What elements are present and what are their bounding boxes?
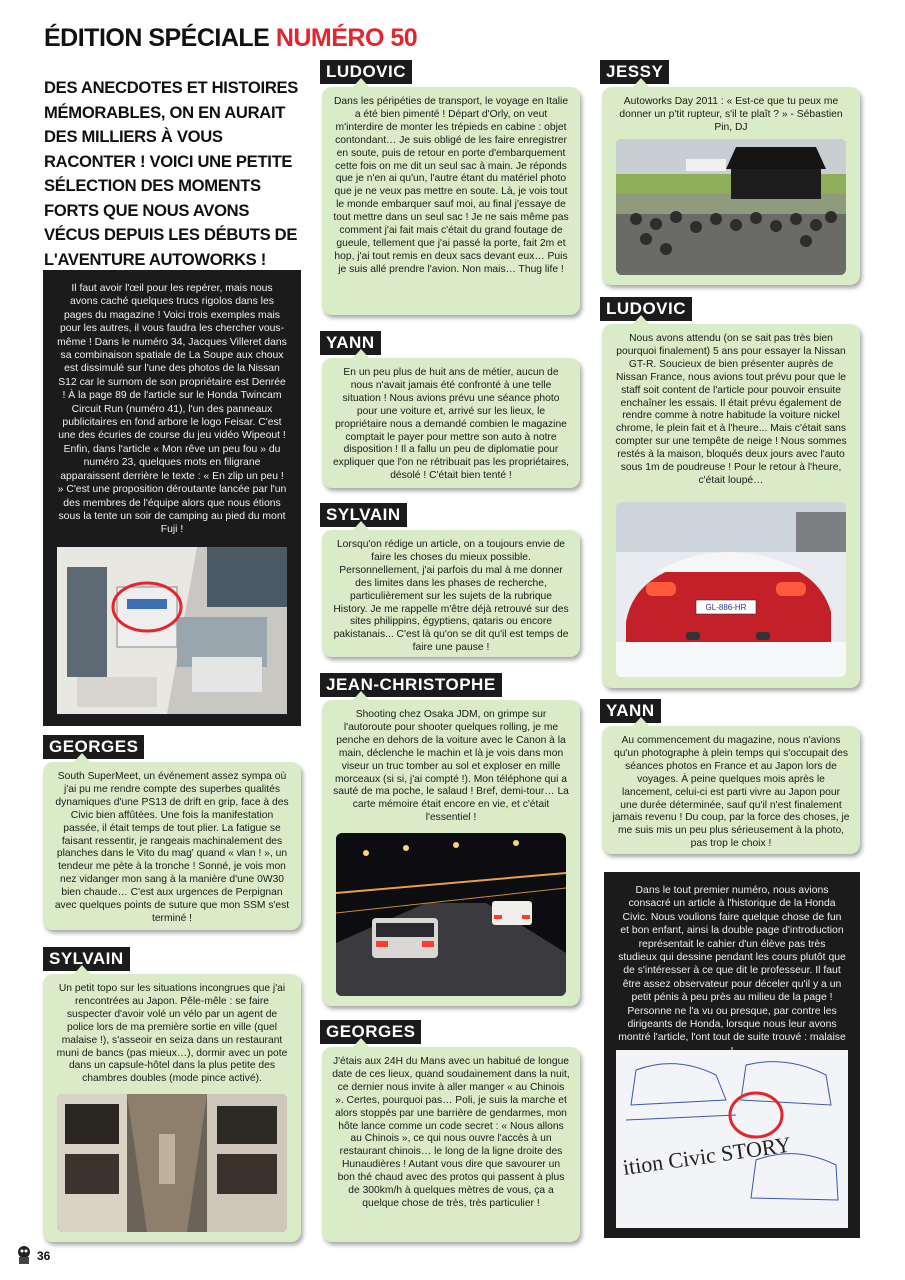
capsule-hotel-photo	[57, 1094, 287, 1232]
intro-text: DES ANECDOTES ET HISTOIRES MÉMORABLES, ON EN AURAIT DES MILLIERS À VOUS RACONTER ! VOICI UNE PETITE SÉLECTION DES MOMENTS FORTS QUE NOUS AVONS VÉCUS DEPUIS LES DÉBUTS DE L'AVENTURE AUTOWORKS !	[44, 78, 299, 269]
autoworks-day-image	[616, 139, 846, 275]
anecdote-yann-1-text: En un peu plus de huit ans de métier, aucun de nous n'avait jamais été confronté à une telle situation ! Nous avions prévu une séance photo pour une voiture et, arrivé sur les lieux, le propriétaire nous a demandé combien le magazine comptait le payer pour mettre son auto à notre disposition ! Il a fallu un peu de diplomatie pour expliquer que l'on ne rétribuait pas les propriétaires, désolé ! C'était bien tenté !	[332, 367, 570, 482]
anecdote-georges-2-text: J'étais aux 24H du Mans avec un habitué de longue date de ces lieux, quand soudainement dans la nuit, ce dernier nous invite à aller manger « au Chinois ». Certes, pourquoi pas… Poli, je suis la marche et alors stoppés par une barrière de gendarmes, mon hôte lance comme un code secret : « Nous allons au Chinois », ce qui nous ouvre l'accès à un restaurant chinois… le long de la ligne droite des Hunaudières ! Autant vous dire que savourer un bon thé chaud avec des protos qui passent à plus de 300km/h à quelques mètres de vous, ça a quelque chose de très, très particulier !	[332, 1056, 570, 1209]
name-tag-yann-2: YANN	[600, 699, 661, 723]
anecdote-yann-2-text: Au commencement du magazine, nous n'avions qu'un photographe à plein temps qui s'occupait des séances photos en France et au Japon lors de voyages. À peine quelques mois après le lancement, celui-ci est parti vivre au Japon pour une durée déterminée, sauf qu'il n'est finalement jamais revenu ! Du coup, par la force des choses, je me suis mis un peu plus sérieusement à la photo, pas trop le choix !	[612, 735, 850, 850]
anecdote-ludovic-2-text: Nous avons attendu (on se sait pas très bien pourquoi finalement) 5 ans pour essayer la Nissan GT-R. Soucieux de bien présenter auprès de Nissan France, nous avions tout prévu pour que le staff soit content de l'article pour pouvoir ensuite enchaîner les essais. Il était prévu également de rendre comme à notre habitude la voiture nickel chrome, le plein fait et à l'heure... Mais c'était sans compter sur une tempête de neige ! Nous sommes restés à la maison, bloqués deux jours avec l'auto sous 1m de poudreuse ! Pour le retour à l'heure, c'était loupé…	[615, 333, 847, 486]
name-tag-sylvain-1: SYLVAIN	[43, 947, 130, 971]
mascot-icon	[14, 1244, 34, 1266]
anecdote-jessy-text: Autoworks Day 2011 : « Est-ce que tu peux me donner un p'tit rupteur, s'il te plaît ? » - Sébastien Pin, DJ	[619, 96, 843, 133]
anecdote-yann-1	[322, 358, 580, 488]
name-tag-georges-1: GEORGES	[43, 735, 144, 759]
highway-night-photo	[336, 833, 566, 996]
name-tag-georges-2: GEORGES	[320, 1020, 421, 1044]
title-main: ÉDITION SPÉCIALE	[44, 24, 270, 52]
civic-box	[604, 872, 860, 1238]
civic-sketch-image	[616, 1050, 848, 1228]
civic-sketch-text: ition Civic STORY	[621, 1131, 793, 1180]
anecdote-jessy	[602, 87, 860, 285]
easter-eggs-box	[43, 270, 301, 726]
name-tag-ludovic-2: LUDOVIC	[600, 297, 692, 321]
magazine-page-image	[57, 547, 287, 714]
name-tag-ludovic-1: LUDOVIC	[320, 60, 412, 84]
name-tag-jessy: JESSY	[600, 60, 669, 84]
anecdote-sylvain-2-text: Lorsqu'on rédige un article, on a toujours envie de faire les choses du mieux possible. Personnellement, j'ai parfois du mal à me donner des limites dans les phases de recherche, particulièrement sur les sujets de la rubrique History. Je me rappelle m'être déjà retrouvé sur des sites philippins, égyptiens, qataris ou encore pakistanais... C'est là qu'on se dit qu'il est temps de faire une pause !	[333, 539, 569, 654]
name-tag-yann-1: YANN	[320, 331, 381, 355]
anecdote-ludovic-1	[322, 87, 580, 315]
anecdote-jean-christophe	[322, 700, 580, 1006]
easter-eggs-text: Il faut avoir l'œil pour les repérer, mais nous avons caché quelques trucs rigolos dans les pages du magazine ! Voici trois exemples mais pour les autres, il vous faudra les chercher vous-même ! Dans le numéro 34, Jacques Villeret dans sa combinaison spatiale de La Soupe aux choux est dissimulé sur l'une des photos de la Nissan S12 car le surnom de son propriétaire est Denrée ! À la page 89 de l'article sur le Honda Twincam Circuit Run (numéro 41), l'un des panneaux publicitaires en fond arbore le logo Feisar. C'est une des écuries de course du jeu vidéo Wipeout ! Enfin, dans l'article « Mon rêve un peu fou » du numéro 23, quelques mots en filigrane apparaissent derrière le texte : « En zlip un peu ! » C'est une proposition déroutante lancée par l'un des membres de l'équipe alors que nous étions sous la tente un soir de camping au pied du mont Fuji !	[57, 283, 287, 536]
gtr-snow-photo	[616, 502, 846, 677]
anecdote-ludovic-2	[602, 324, 860, 688]
anecdote-jean-christophe-text: Shooting chez Osaka JDM, on grimpe sur l'autoroute pour shooter quelques rolling, je me penche en dehors de la voiture avec le Canon à la main, déclenche le machin et là je vois dans mon viseur un truc tomber au sol et exploser en mille morceaux (si si, j'ai compté !). Mon téléphone qui a sauté de ma poche, le salaud ! Bref, demi-tour… La carte mémoire était encore en vie, et c'était l'essentiel !	[333, 709, 569, 824]
anecdote-georges-1-text: South SuperMeet, un événement assez sympa où j'ai pu me rendre compte des superbes qualités dynamiques d'une PS13 de drift en grip, face à des Civic bien affûtées. Une fois la manifestation passée, il était temps de tout plier. La fatigue se faisant ressentir, je rangeais machinalement des planches dans le Vito du mag' quand « vlan ! », un tendeur me pète à la tronche ! Sonné, je vois mon nez vidanger mon sang à la manière d'une 0W30 bien chaude… C'est aux urgences de Perpignan avec quelques points de suture que mon SSM s'est terminé !	[54, 771, 290, 924]
autoworks-day-photo	[616, 139, 846, 275]
anecdote-georges-2	[322, 1047, 580, 1242]
civic-text: Dans le tout premier numéro, nous avions consacré un article à l'historique de la Honda Civic. Nous voulions faire quelque chose de fun et bon enfant, ainsi la double page d'introduction représentait le cahier d'un élève pas très studieux qui dessine pendant les cours plutôt que de s'intéresser à ce que dit le professeur. Il faut être assez observateur pour déceler qu'il y a un petit pénis à peu près au milieu de la page ! Personne ne l'a vu ou presque, par contre les dirigeants de Honda, lorsque nous leur avons montré l'article, l'ont tout de suite trouvé : malaise	[618, 885, 846, 1044]
anecdote-ludovic-1-text: Dans les péripéties de transport, le voyage en Italie a été bien pimenté ! Départ d'Orly, on veut m'interdire de monter les trépieds en cabine : objet contondant… Je suis obligé de les faire enregistrer en soute, puis de retour en porte d'embarquement cette fois on me dit un seul sac à main. Je réponds que je n'en ai qu'un, l'autre étant du matériel photo que je ne veux pas mettre en soute. Là, je vois tout le monde embarquer sauf moi, au final j'essaye de tout mettre dans un seul sac ! Je ne sais même pas comment j'ai fait mais c'était du grand foutage de gueule, tellement que j'ai passé la porte, fait 2m et hop, j'ai tout remis en deux sacs devant eux… Puis je suis allé prendre l'avion. Non mais… Thug life !	[333, 96, 569, 275]
page-number: 36	[37, 1249, 51, 1263]
page-title	[44, 24, 417, 53]
name-tag-jean-christophe: JEAN-CHRISTOPHE	[320, 673, 502, 697]
anecdote-yann-2	[602, 726, 860, 854]
anecdote-sylvain-2	[322, 530, 580, 657]
anecdote-sylvain-1	[43, 974, 301, 1242]
gtr-plate-text: GL-886-HR	[705, 603, 747, 612]
anecdote-georges-1	[43, 762, 301, 930]
anecdote-sylvain-1-text: Un petit topo sur les situations incongrues que j'ai rencontrées au Japon. Pêle-mêle : se faire suspecter d'avoir volé un vélo par un agent de police lors de ma première sortie en ville (quel malaise !), s'asseoir en seiza dans un restaurant muni de bancs (pas mieux…), dormir avec un pote dans un capsule-hôtel dans la plus petite des chambres doubles (mode pince activé).	[56, 983, 288, 1085]
capsule-hotel-image	[57, 1094, 287, 1232]
highway-night-image	[336, 833, 566, 996]
easter-eggs-photo	[57, 547, 287, 714]
name-tag-sylvain-2: SYLVAIN	[320, 503, 407, 527]
civic-sketch-photo	[616, 1050, 848, 1228]
title-accent: NUMÉRO 50	[275, 24, 418, 52]
gtr-snow-image	[616, 502, 846, 677]
